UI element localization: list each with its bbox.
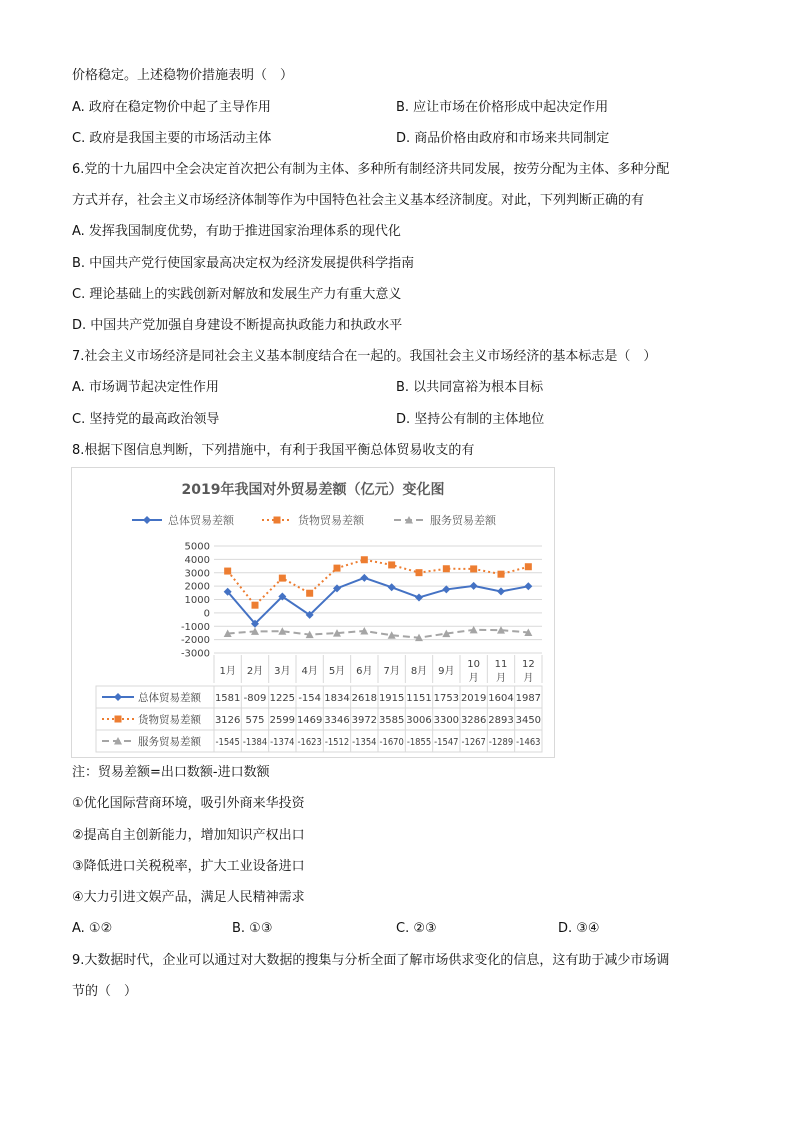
data-label: 3126 — [214, 715, 241, 726]
q6-stem-line1: 6.党的十九届四中全会决定首次把公有制为主体、多种所有制经济共同发展，按劳分配为主体、多种分配 — [72, 162, 670, 177]
x-tick-label: 11 — [494, 659, 508, 670]
data-label: -809 — [243, 693, 267, 704]
chart-svg — [72, 468, 554, 757]
q8-option-c[interactable]: C. ②③ — [396, 921, 437, 936]
data-label: 1225 — [269, 693, 296, 704]
table-series-name: 服务贸易差额 — [138, 736, 201, 748]
y-tick-label: -3000 — [180, 648, 210, 660]
q8-item-3: ③降低进口关税税率，扩大工业设备进口 — [72, 859, 305, 874]
x-tick-label: 10 — [467, 659, 481, 670]
q9-stem-line1: 9.大数据时代，企业可以通过对大数据的搜集与分析全面了解市场供求变化的信息，这有助于减少市场调 — [72, 953, 670, 968]
q5-option-d[interactable]: D. 商品价格由政府和市场来共同制定 — [396, 131, 610, 146]
q8-item-1: ①优化国际营商环境，吸引外商来华投资 — [72, 796, 305, 811]
x-tick-label: 4月 — [301, 666, 318, 677]
data-label: -1354 — [352, 737, 377, 748]
data-label: 2019 — [460, 693, 487, 704]
x-tick-label: 12 — [521, 659, 535, 670]
q8-note: 注：贸易差额=出口数额-进口数额 — [72, 765, 270, 780]
data-label: 575 — [245, 715, 265, 726]
data-point — [498, 571, 505, 578]
data-label: 1469 — [296, 715, 323, 726]
data-label: 3585 — [378, 715, 405, 726]
x-tick-label: 2月 — [246, 666, 264, 677]
data-point — [361, 556, 368, 563]
data-label: 2618 — [351, 693, 378, 704]
y-tick-label: -2000 — [180, 635, 210, 647]
data-point — [443, 565, 450, 572]
q8-item-4: ④大力引进文娱产品，满足人民精神需求 — [72, 890, 305, 905]
data-label: 1151 — [406, 693, 432, 704]
data-label: 1581 — [214, 693, 241, 704]
q5-option-c[interactable]: C. 政府是我国主要的市场活动主体 — [72, 131, 272, 146]
q6-option-a[interactable]: A. 发挥我国制度优势，有助于推进国家治理体系的现代化 — [72, 224, 401, 239]
data-point — [224, 568, 231, 575]
q8-option-d[interactable]: D. ③④ — [558, 921, 600, 936]
chart-grid — [214, 546, 542, 653]
x-tick-label: 8月 — [410, 666, 428, 677]
q7-option-a[interactable]: A. 市场调节起决定性作用 — [72, 380, 219, 395]
data-label: 3972 — [351, 715, 378, 726]
data-label: 1753 — [433, 693, 460, 704]
y-tick-label: 4000 — [184, 554, 210, 566]
data-point — [388, 583, 396, 591]
trade-balance-chart — [71, 467, 555, 758]
q8-item-2: ②提高自主创新能力，增加知识产权出口 — [72, 828, 305, 843]
x-tick-label: 月 — [496, 673, 506, 684]
data-label: -1384 — [242, 737, 268, 748]
q6-option-d[interactable]: D. 中国共产党加强自身建设不断提高执政能力和执政水平 — [72, 318, 403, 333]
y-tick-label: 2000 — [184, 581, 210, 593]
x-tick-label: 3月 — [274, 666, 291, 677]
q5-option-b[interactable]: B. 应让市场在价格形成中起决定作用 — [396, 100, 609, 115]
data-point — [470, 565, 477, 572]
x-tick-label: 1月 — [219, 666, 236, 677]
table-legend-marker — [115, 716, 122, 723]
q6-option-c[interactable]: C. 理论基础上的实践创新对解放和发展生产力有重大意义 — [72, 287, 402, 302]
data-point — [416, 569, 423, 576]
data-label: -1463 — [516, 737, 541, 748]
data-label: -1623 — [297, 737, 322, 748]
data-label: 1987 — [515, 693, 542, 704]
x-tick-label: 7月 — [383, 666, 400, 677]
data-label: 3300 — [433, 715, 460, 726]
series-line — [228, 630, 529, 638]
data-label: -1374 — [270, 737, 295, 748]
legend-marker — [143, 516, 151, 524]
data-label: -1289 — [488, 737, 514, 748]
data-label: 1834 — [324, 693, 350, 704]
q9-stem-line2: 节的（ ） — [72, 984, 138, 999]
x-tick-label: 月 — [468, 673, 479, 684]
q7-option-c[interactable]: C. 坚持党的最高政治领导 — [72, 412, 220, 427]
chart-title: 2019年我国对外贸易差额（亿元）变化图 — [181, 482, 445, 498]
x-tick-label: 6月 — [356, 666, 373, 677]
chart-data-table — [96, 686, 542, 752]
x-tick-label: 月 — [523, 673, 534, 684]
x-tick-label: 9月 — [438, 666, 455, 677]
data-point — [252, 602, 259, 609]
y-tick-label: -1000 — [180, 621, 210, 633]
data-label: -1547 — [434, 737, 459, 748]
table-legend-marker — [114, 693, 122, 701]
chart-legend — [132, 513, 497, 527]
q8-option-a[interactable]: A. ①② — [72, 921, 113, 936]
q7-stem: 7.社会主义市场经济是同社会主义基本制度结合在一起的。我国社会主义市场经济的基本标志是（ ） — [72, 349, 657, 364]
data-point — [497, 587, 505, 595]
legend-label: 总体贸易差额 — [168, 514, 234, 527]
data-label: 1604 — [488, 693, 514, 704]
q8-stem: 8.根据下图信息判断，下列措施中，有利于我国平衡总体贸易收支的有 — [72, 443, 475, 458]
data-label: -1855 — [406, 737, 432, 748]
legend-label: 服务贸易差额 — [430, 514, 496, 527]
y-tick-label: 1000 — [184, 595, 210, 606]
y-tick-label: 5000 — [184, 541, 210, 553]
y-tick-label: 0 — [203, 608, 210, 620]
data-label: 3346 — [324, 715, 350, 726]
data-point — [360, 574, 368, 582]
data-label: 2599 — [269, 715, 296, 726]
q6-stem-line2: 方式并存，社会主义市场经济体制等作为中国特色社会主义基本经济制度。对此，下列判断正确的有 — [72, 193, 645, 208]
data-point — [525, 563, 532, 570]
data-label: -154 — [298, 693, 322, 704]
q5-tail: 价格稳定。上述稳物价措施表明（ ） — [72, 68, 294, 83]
data-point — [334, 565, 341, 572]
data-point — [415, 593, 423, 601]
data-point — [470, 582, 478, 590]
data-point — [524, 582, 532, 590]
q7-option-d[interactable]: D. 坚持公有制的主体地位 — [396, 412, 545, 427]
data-point — [306, 590, 313, 597]
data-label: 1915 — [378, 693, 405, 704]
data-point — [279, 575, 286, 582]
data-label: 3006 — [406, 715, 432, 726]
data-label: -1267 — [461, 737, 486, 748]
legend-label: 货物贸易差额 — [298, 514, 364, 527]
table-series-name: 货物贸易差额 — [138, 714, 201, 726]
table-series-name: 总体贸易差额 — [138, 692, 201, 704]
data-label: 3450 — [515, 715, 542, 726]
q7-option-b[interactable]: B. 以共同富裕为根本目标 — [396, 380, 544, 395]
q5-option-a[interactable]: A. 政府在稳定物价中起了主导作用 — [72, 100, 271, 115]
legend-marker — [274, 517, 281, 524]
data-point — [388, 561, 395, 568]
chart-series — [224, 556, 533, 641]
q8-option-b[interactable]: B. ①③ — [232, 921, 273, 936]
data-label: -1545 — [215, 737, 240, 748]
data-label: 3286 — [460, 715, 487, 726]
data-label: -1512 — [324, 737, 350, 748]
series-line — [228, 578, 529, 624]
data-point — [442, 585, 450, 593]
q6-option-b[interactable]: B. 中国共产党行使国家最高决定权为经济发展提供科学指南 — [72, 256, 415, 271]
data-label: -1670 — [379, 737, 404, 748]
data-label: 2893 — [488, 715, 514, 726]
y-tick-label: 3000 — [184, 568, 210, 580]
x-tick-label: 5月 — [328, 666, 346, 677]
